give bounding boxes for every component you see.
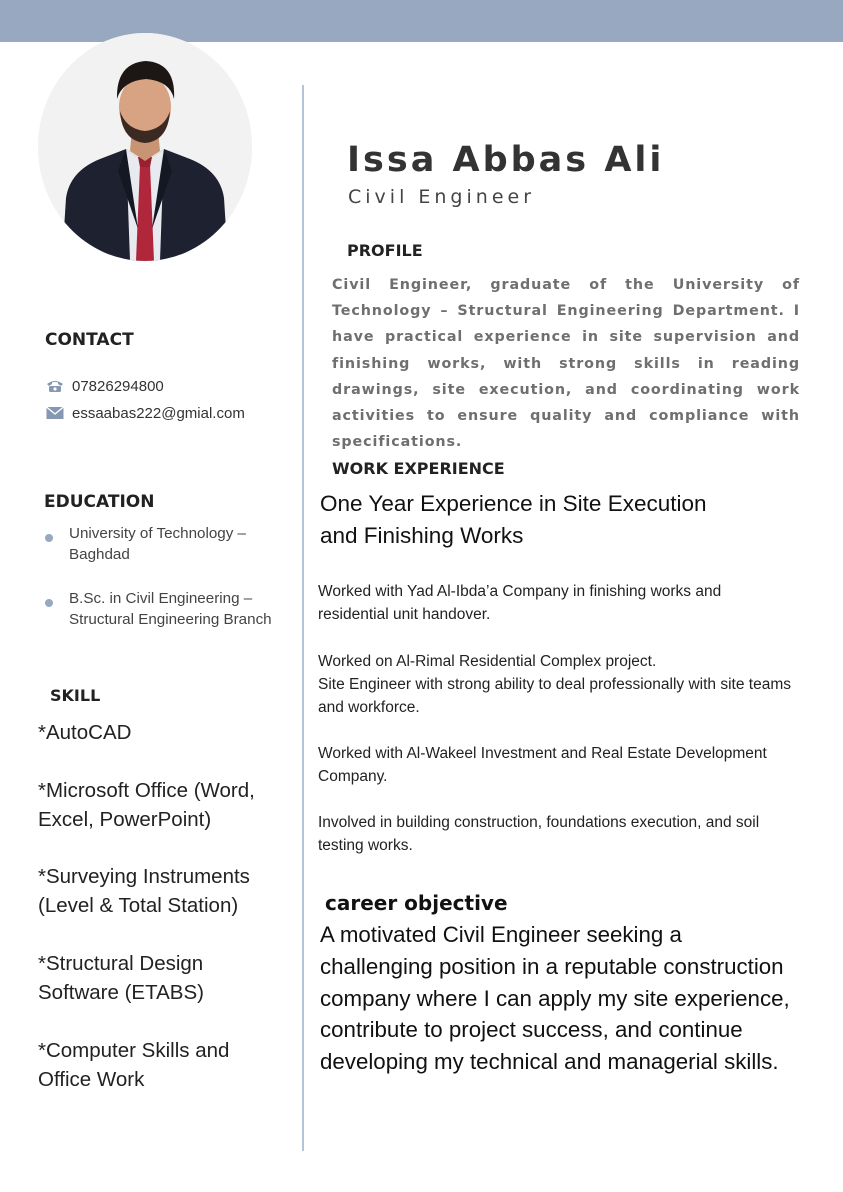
experience-item: Worked on Al-Rimal Residential Complex project. xyxy=(318,653,657,670)
contact-phone xyxy=(46,376,164,396)
skill-item: *Computer Skills and Office Work xyxy=(38,1039,230,1091)
education-item xyxy=(45,588,295,630)
work-experience-heading: WORK EXPERIENCE xyxy=(332,459,505,478)
skill-item: *Structural Design Software (ETABS) xyxy=(38,952,204,1004)
skill-item: *Microsoft Office (Word, Excel, PowerPoint) xyxy=(38,779,255,831)
email-address: essaabas222@gmial.com xyxy=(72,404,245,422)
candidate-name: Issa Abbas Ali xyxy=(347,140,665,180)
bullet-dot xyxy=(45,599,53,607)
skill-heading: SKILL xyxy=(50,686,101,705)
experience-item: Worked with Al-Wakeel Investment and Real Estate Development Company. xyxy=(318,745,767,785)
person-portrait-image xyxy=(38,33,252,261)
phone-icon xyxy=(46,379,64,393)
experience-item: Site Engineer with strong ability to deal professionally with site teams and workforce. xyxy=(318,676,791,716)
education-text: University of Technology – Baghdad xyxy=(69,525,246,563)
phone-number: 07826294800 xyxy=(72,377,164,395)
skill-item: *Surveying Instruments (Level & Total Station) xyxy=(38,865,250,917)
skill-item: *AutoCAD xyxy=(38,721,132,744)
envelope-icon xyxy=(46,406,64,420)
column-divider xyxy=(302,85,304,1151)
contact-heading: CONTACT xyxy=(45,330,134,350)
education-item xyxy=(45,523,295,565)
experience-subheading: One Year Experience in Site Execution and Finishing Works xyxy=(320,491,707,548)
experience-item: Involved in building construction, foundations execution, and soil testing works. xyxy=(318,814,760,854)
experience-item: Worked with Yad Al-Ibda’a Company in finishing works and residential unit handover. xyxy=(318,583,722,623)
contact-email xyxy=(46,403,245,423)
job-title: Civil Engineer xyxy=(348,186,536,208)
profile-text: Civil Engineer, graduate of the University of Technology – Structural Engineering Department. I have practical experience in site supervision and finishing works, with strong skills in reading drawings, site execution, and coordinating work activities to ensure quality and compliance with specifications. xyxy=(332,277,800,451)
education-heading: EDUCATION xyxy=(44,492,155,512)
bullet-dot xyxy=(45,534,53,542)
career-objective-heading: career objective xyxy=(325,891,508,915)
profile-photo xyxy=(38,33,252,261)
career-objective-text: A motivated Civil Engineer seeking a challenging position in a reputable construction company where I can apply my site experience, contribute to project success, and continue developing my technical and managerial skills. xyxy=(320,922,790,1075)
education-text: B.Sc. in Civil Engineering – Structural Engineering Branch xyxy=(69,590,272,628)
profile-heading: PROFILE xyxy=(347,241,423,260)
